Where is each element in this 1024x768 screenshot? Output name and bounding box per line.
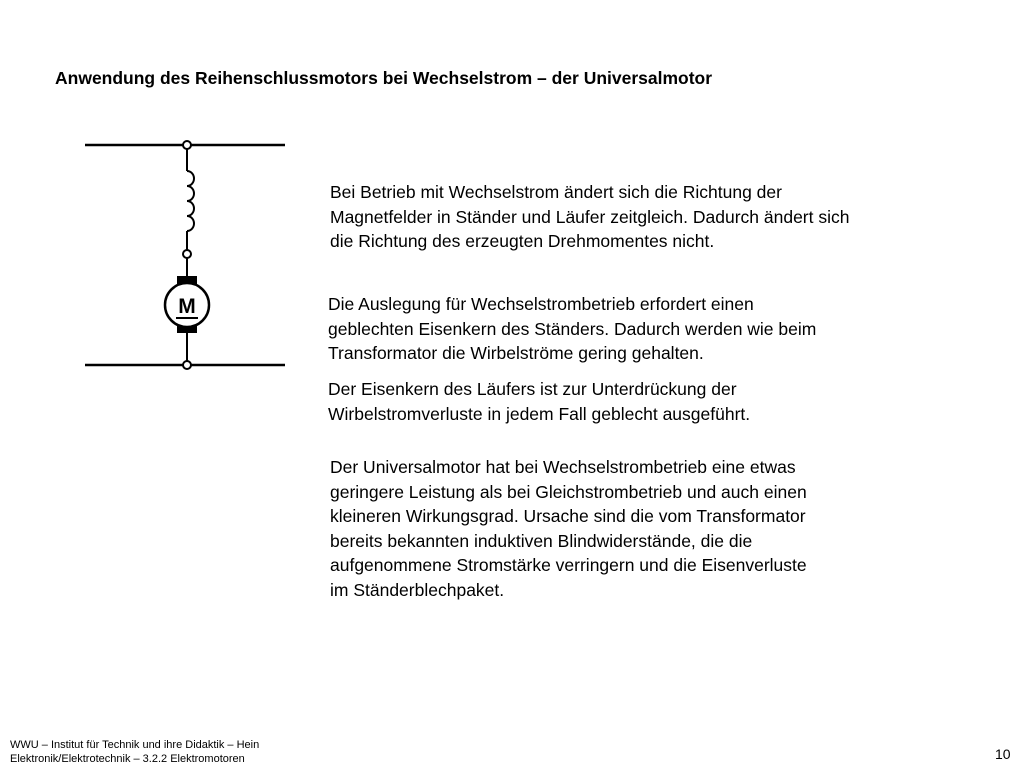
paragraph-line: geblechten Eisenkern des Ständers. Dadurch werden wie beim [328, 318, 817, 339]
footer [10, 738, 259, 766]
paragraph-line: kleineren Wirkungsgrad. Ursache sind die vom Transformator [330, 506, 806, 526]
paragraph-line: im Ständerblechpaket. [330, 579, 505, 600]
paragraph-line: Bei Betrieb mit Wechselstrom ändert sich die Richtung der [330, 182, 782, 202]
top-terminal [183, 141, 191, 149]
footer-institute: WWU – Institut für Technik und ihre Didaktik – Hein [10, 739, 260, 751]
field-winding-coil [187, 171, 194, 231]
paragraph-ac-operation [328, 180, 849, 254]
circuit-diagram [80, 135, 300, 380]
bottom-terminal [183, 361, 191, 369]
paragraph-line: Der Universalmotor hat bei Wechselstrombetrieb eine etwas [330, 457, 796, 477]
paragraph-line: geringere Leistung als bei Gleichstrombetrieb und auch einen [330, 481, 807, 502]
paragraph-rotor-core [328, 377, 750, 426]
paragraph-line: Wirbelstromverluste in jedem Fall geblecht ausgeführt. [328, 403, 751, 424]
motor-label: M [178, 295, 196, 318]
footer-course: Elektronik/Elektrotechnik – 3.2.2 Elektromotoren [10, 753, 245, 765]
paragraph-efficiency [328, 455, 807, 602]
paragraph-line: Die Auslegung für Wechselstrombetrieb erfordert einen [328, 294, 754, 314]
middle-terminal [183, 250, 191, 258]
page-number: 10 [995, 746, 1011, 762]
paragraph-line: Transformator die Wirbelströme gering gehalten. [328, 343, 704, 363]
paragraph-line: die Richtung des erzeugten Drehmomentes nicht. [330, 231, 715, 251]
paragraph-laminated-core [328, 292, 816, 366]
paragraph-line: bereits bekannten induktiven Blindwiderstände, die die [330, 530, 753, 551]
paragraph-line: aufgenommene Stromstärke verringern und die Eisenverluste [330, 555, 807, 575]
slide-title: Anwendung des Reihenschlussmotors bei Wechselstrom – der Universalmotor [55, 68, 713, 88]
paragraph-line: Der Eisenkern des Läufers ist zur Unterdrückung der [328, 379, 737, 399]
paragraph-line: Magnetfelder in Ständer und Läufer zeitgleich. Dadurch ändert sich [330, 206, 850, 227]
